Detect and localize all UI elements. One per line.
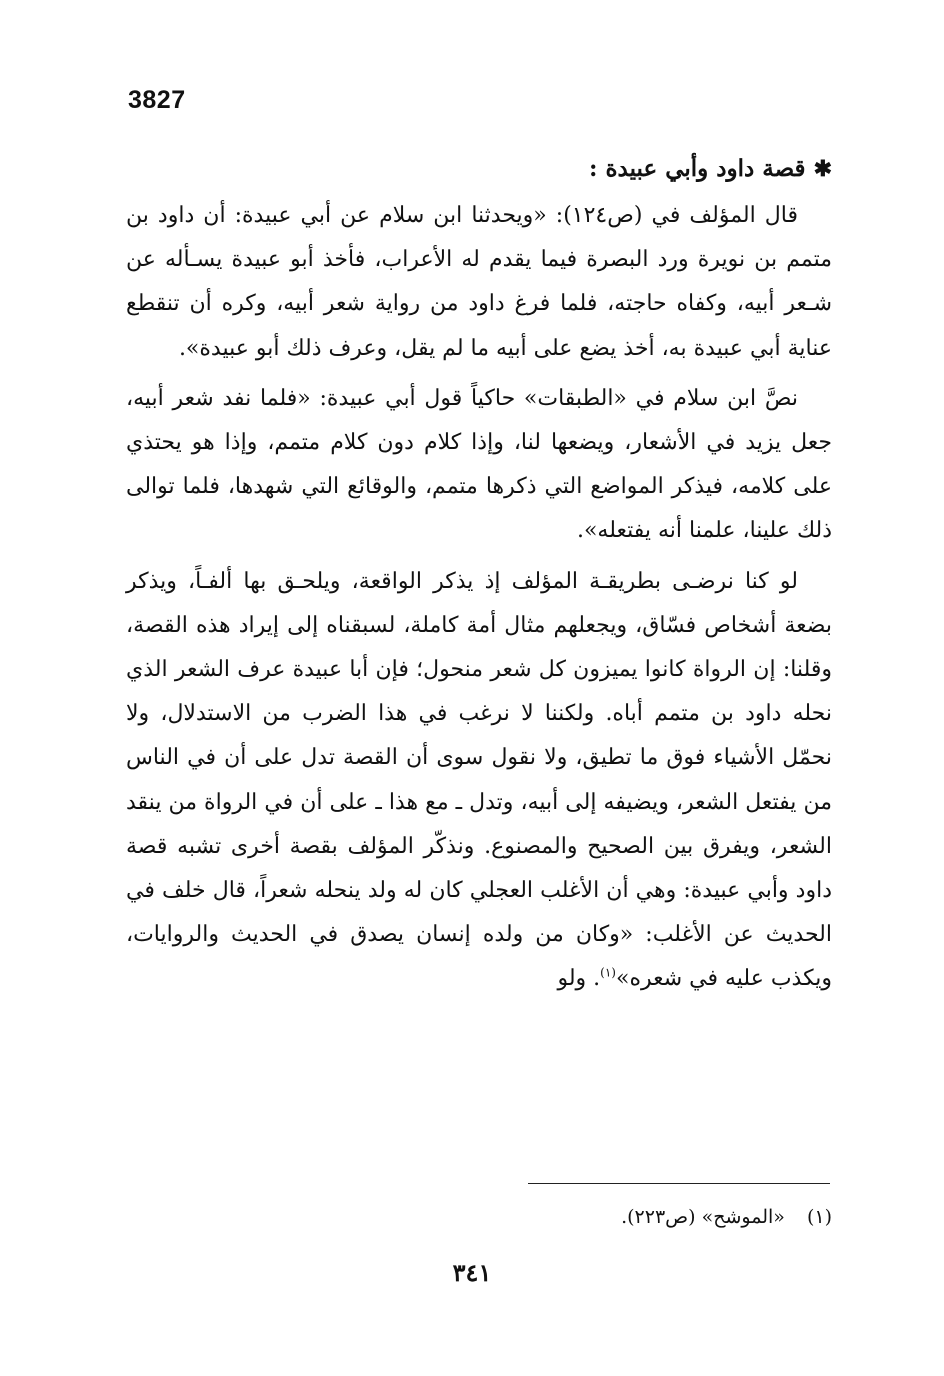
paragraph-2: نصَّ ابن سلام في «الطبقات» حاكياً قول أبي عبيدة: «فلما نفد شعر أبيه، جعل يزيد في الأشعار، ويضعها لنا، وإذا كلام دون كلام متمم، وإذا هو يحتذي على كلامه، فيذكر المواضع التي ذكرها متمم، والوقائع التي شهدها، فلما توالى ذلك علينا، علمنا أنه يفتعله». [126,385,832,544]
footnote-divider [528,1183,830,1184]
paragraph-1: قال المؤلف في (ص١٢٤): «ويحدثنا ابن سلام عن أبي عبيدة: أن داود بن متمم بن نويرة ورد البصرة فيما يقدم له الأعراب، فأخذ أبو عبيدة يسـأله عن شـعر أبيه، وكفاه حاجته، فلما فرغ داود من رواية شعر أبيه، وكره أن تنقطع عناية أبي عبيدة به، أخذ يضع على أبيه ما لم يقل، وعرف ذلك أبو عبيدة». [126,203,832,361]
paragraph-3-tail: . ولو [557,966,601,992]
page-number: ٣٤١ [452,1258,492,1287]
main-text [126,144,832,1008]
footnote-text: «الموشح» (ص٢٢٣). [621,1206,785,1228]
footnote-marker: (١) [806,1206,832,1228]
page-code: 3827 [128,86,186,114]
paragraph-3 [126,560,832,1002]
paragraph-3-text: لو كنا نرضـى بطريقـة المؤلف إذ يذكر الواقعة، ويلحـق بها ألفـاً، ويذكر بضعة أشخاص فسّاق، ويجعلهم مثال أمة كاملة، لسبقناه إلى إيراد هذه القصة، وقلنا: إن الرواة كانوا يميزون كل شعر منحول؛ فإن أبا عبيدة عرف الشعر الذي نحله داود بن متمم أباه. ولكننا لا نرغب في هذا الضرب من الاستدلال، ولا نحمّل الأشياء فوق ما تطيق، ولا نقول سوى أن القصة تدل على أن في الناس من يفتعل الشعر، ويضيفه إلى أبيه، وتدل ـ مع هذا ـ على أن في الرواة من ينقد الشعر، ويفرق بين الصحيح والمصنوع. ونذكّر المؤلف بقصة أخرى تشبه قصة داود وأبي عبيدة: وهي أن الأغلب العجلي كان له ولد ينحله شعراً، قال خلف في الحديث عن الأغلب: «وكان من ولده إنسان يصدق في الحديث والروايات، ويكذب عليه في شعره» [126,568,832,992]
footnote-reference: (١) [600,966,616,981]
star-icon: ✱ [813,156,832,182]
section-title: قصة داود وأبي عبيدة : [588,155,806,182]
section-heading [126,144,832,194]
footnote [126,1200,832,1234]
